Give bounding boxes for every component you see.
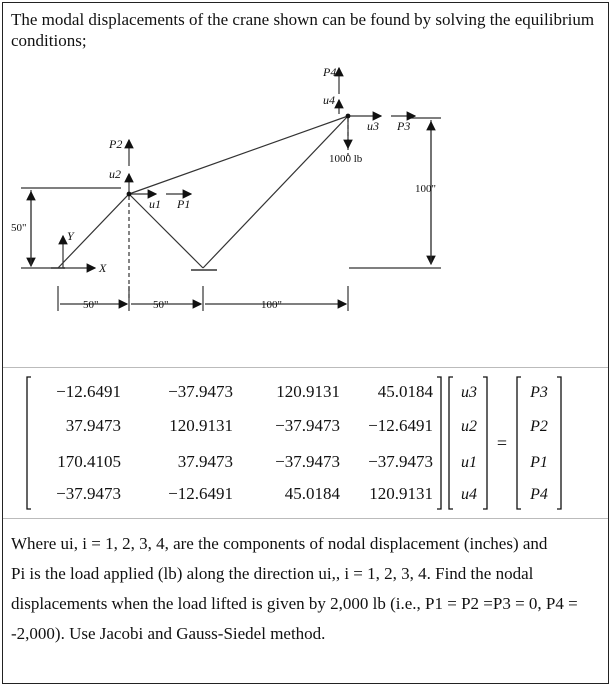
label-P4: P4: [323, 65, 337, 79]
equals-sign: =: [496, 433, 508, 453]
u-vec-1: u2: [461, 418, 477, 435]
m-r0-c2: 120.9131: [276, 382, 340, 401]
crane-figure: [11, 56, 601, 358]
m-r0-c0: −12.6491: [56, 382, 121, 401]
m-r0-c3: 45.0184: [377, 382, 433, 401]
matrix-svg: [25, 373, 585, 513]
label-span-100: 100": [261, 299, 282, 311]
m-r1-c3: −12.6491: [368, 416, 433, 435]
label-u2: u2: [109, 167, 121, 181]
u-vec-2: u1: [461, 454, 477, 471]
m-r2-c0: 170.4105: [57, 452, 121, 471]
label-P1: P1: [177, 197, 191, 211]
label-u1: u1: [149, 197, 161, 211]
label-height-50: 50": [11, 222, 27, 234]
m-r1-c2: −37.9473: [275, 416, 340, 435]
label-P2: P2: [109, 137, 123, 151]
label-span-50b: 50": [153, 299, 169, 311]
m-r3-c0: −37.9473: [56, 484, 121, 503]
m-r3-c3: 120.9131: [369, 484, 433, 503]
desc-line-2: Pi is the load applied (lb) along the direction ui,, i = 1, 2, 3, 4. Find the nodal: [11, 564, 534, 583]
label-Y: Y: [67, 229, 74, 243]
label-weight: 1000 lb: [329, 153, 363, 165]
label-u3: u3: [367, 119, 379, 133]
desc-line-3: displacements when the load lifted is given by 2,000 lb (i.e., P1 = P2 =P3 = 0, P4 =: [11, 594, 578, 613]
m-r0-c1: −37.9473: [168, 382, 233, 401]
label-X: X: [99, 261, 107, 275]
desc-line-4: -2,000). Use Jacobi and Gauss-Siedel method.: [11, 624, 326, 643]
member-top-right: [203, 116, 348, 268]
divider-top: [3, 367, 608, 368]
divider-bottom: [3, 518, 608, 519]
matrix-equation: [25, 373, 585, 513]
m-r3-c2: 45.0184: [284, 484, 340, 503]
u-vec-0: u3: [461, 384, 477, 401]
intro-text: The modal displacements of the crane shown can be found by solving the equilibrium conditions;: [11, 10, 595, 50]
p-vec-1: P2: [530, 418, 548, 435]
m-r1-c1: 120.9131: [169, 416, 233, 435]
desc-line-1: Where ui, i = 1, 2, 3, 4, are the components of nodal displacement (inches) and: [11, 534, 548, 553]
problem-card: [2, 2, 609, 684]
label-P3: P3: [397, 119, 411, 133]
m-r2-c3: −37.9473: [368, 452, 433, 471]
member-top-left: [129, 116, 348, 194]
m-r1-c0: 37.9473: [65, 416, 121, 435]
member-mid-base: [129, 194, 203, 268]
p-vec-2: P1: [530, 454, 548, 471]
p-vec-0: P3: [530, 384, 548, 401]
label-u4: u4: [323, 93, 335, 107]
u-vec-3: u4: [461, 486, 477, 503]
crane-diagram: [11, 56, 601, 358]
label-span-50a: 50": [83, 299, 99, 311]
m-r2-c1: 37.9473: [177, 452, 233, 471]
problem-description: [11, 529, 603, 649]
m-r2-c2: −37.9473: [275, 452, 340, 471]
p-vec-3: P4: [530, 486, 548, 503]
m-r3-c1: −12.6491: [168, 484, 233, 503]
label-height-100: 100": [415, 183, 436, 195]
